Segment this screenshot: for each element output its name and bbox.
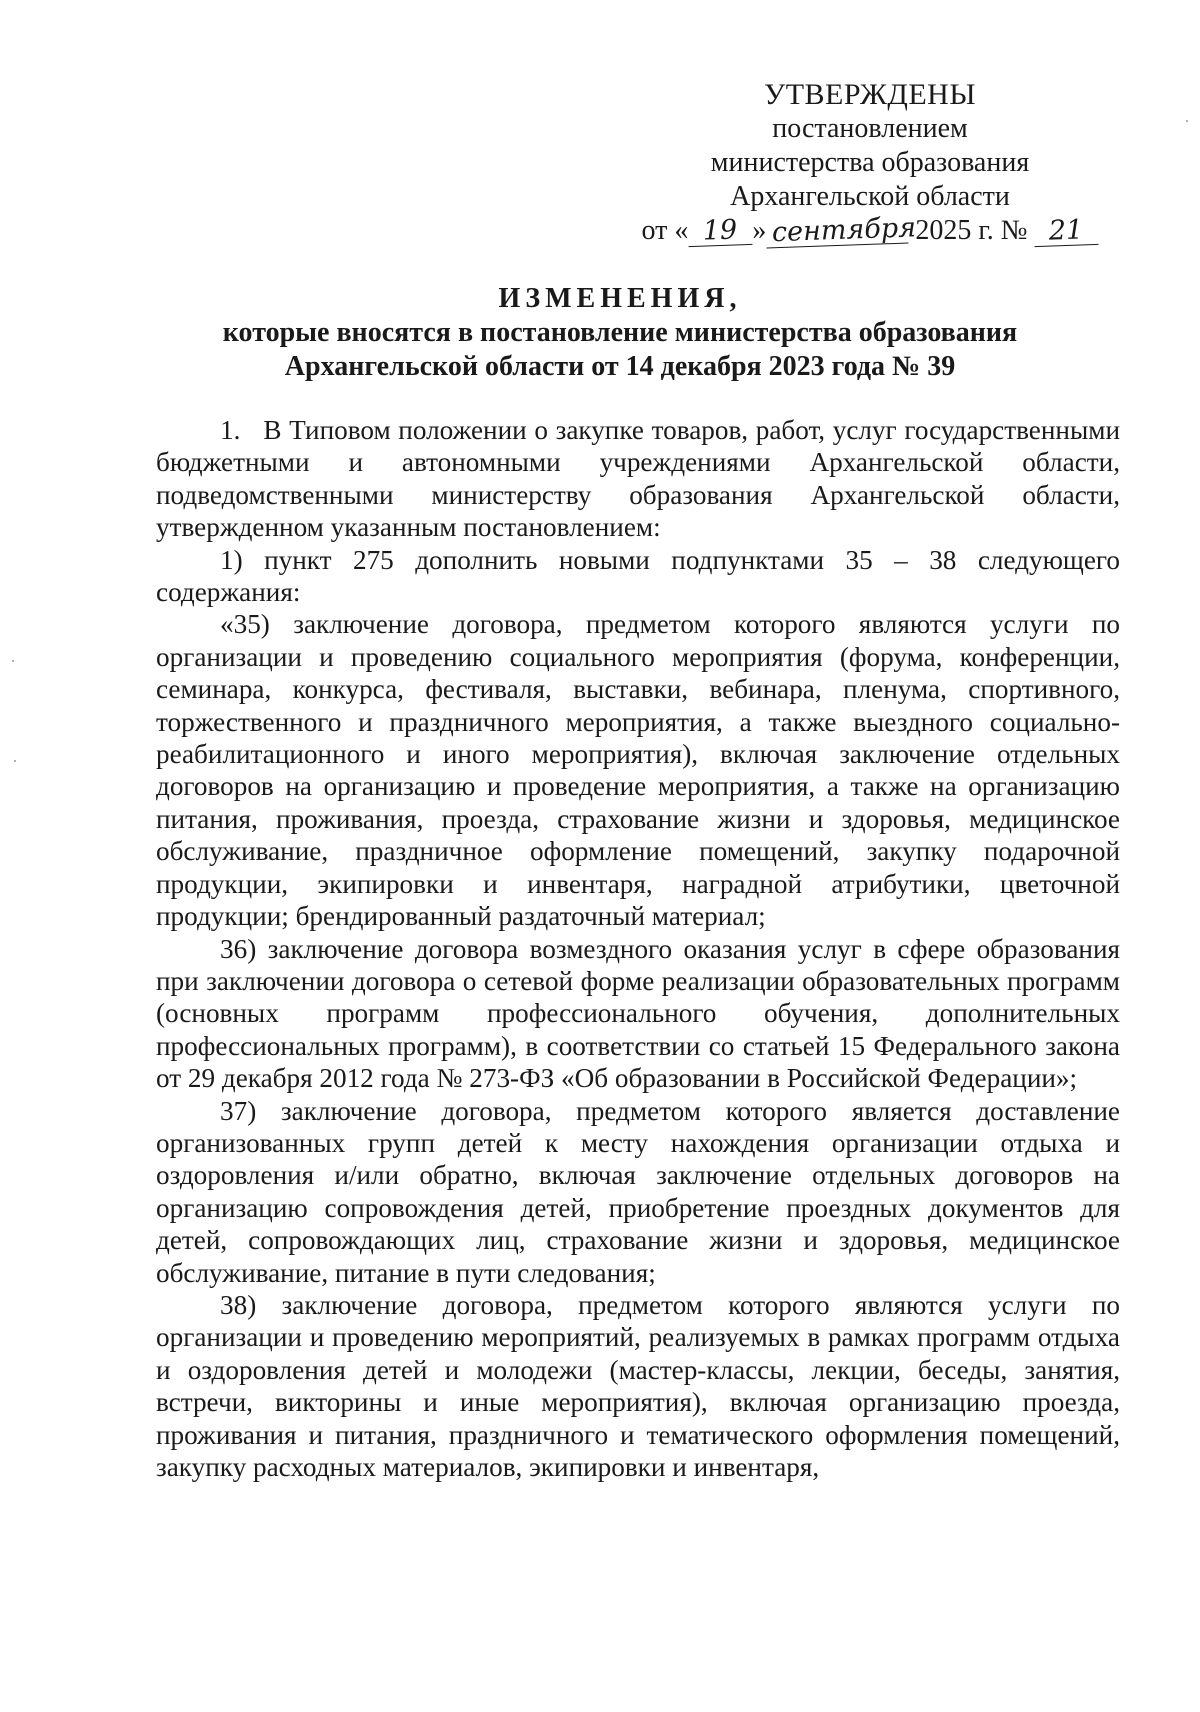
scan-speck bbox=[12, 660, 14, 662]
body-paragraph-5: 37) заключение договора, предметом которого является доставление организованных групп детей к месту нахождения организации отдыха и оздоровления и/или обратно, включая заключение отдельных договоров на организацию сопровождения детей, приобретение проездных документов для детей, сопровождающих лиц, страхование жизни и здоровья, медицинское обслуживание, питание в пути следования; bbox=[156, 1095, 1120, 1288]
title-line-2: Архангельской области от 14 декабря 2023 года № 39 bbox=[284, 351, 956, 382]
body-paragraph-1: 1. В Типовом положении о закупке товаров, работ, услуг государственными бюджетными и автономными учреждениями Архангельской области, подведомственными министерству образования Архангельской области, утвержденном указанным постановлением: bbox=[156, 415, 1120, 543]
handwritten-month: сентября bbox=[766, 215, 909, 249]
body-paragraph-2: 1) пункт 275 дополнить новыми подпунктами 35 – 38 следующего содержания: bbox=[156, 544, 1120, 608]
date-year: 2025 г. № bbox=[908, 215, 1035, 246]
title-heading: ИЗМЕНЕНИЯ, bbox=[498, 283, 742, 314]
document-body bbox=[156, 414, 1120, 1483]
body-paragraph-4: 36) заключение договора возмездного оказания услуг в сфере образования при заключении договора о сетевой форме реализации образовательных программ (основных программ профессионального обучения, дополнительных профессиональных программ), в соответствии со статьей 15 Федерального закона от 29 декабря 2012 года № 273-ФЗ «Об образовании в Российской Федерации»; bbox=[156, 933, 1120, 1094]
scan-speck bbox=[1186, 120, 1188, 122]
title-line-1: которые вносятся в постановление министерства образования bbox=[222, 317, 1018, 348]
approval-date-line bbox=[600, 214, 1140, 248]
document-title bbox=[120, 282, 1120, 384]
handwritten-day: 19 bbox=[688, 216, 753, 247]
body-paragraph-6: 38) заключение договора, предметом которого являются услуги по организации и проведению мероприятий, реализуемых в рамках программ отдыха и оздоровления детей и молодежи (мастер-классы, лекции, беседы, занятия, встречи, викторины и иные мероприятия), включая организацию проезда, проживания и питания, праздничного и тематического оформления помещений, закупку расходных материалов, экипировки и инвентаря, bbox=[156, 1289, 1120, 1482]
body-paragraph-3: «35) заключение договора, предметом которого являются услуги по организации и проведению социального мероприятия (форума, конференции, семинара, конкурса, фестиваля, выставки, вебинара, пленума, спортивного, торжественного и праздничного мероприятия, а также выездного социально- реабилитационного и иного мероприятия), включая заключение отдельных договоров на организацию и проведение мероприятия, а также на организацию питания, проживания, проезда, страхование жизни и здоровья, медицинское обслуживание, праздничное оформление помещений, закупку подарочной продукции, экипировки и инвентаря, наградной атрибутики, цветочной продукции; брендированный раздаточный материал; bbox=[156, 609, 1120, 932]
approval-stamp-block bbox=[600, 78, 1140, 248]
approval-line-3: Архангельской области bbox=[730, 181, 1010, 212]
date-prefix: от « bbox=[641, 215, 689, 246]
handwritten-doc-number: 21 bbox=[1034, 216, 1099, 247]
approved-heading: УТВЕРЖДЕНЫ bbox=[763, 78, 977, 111]
approval-line-1: постановлением bbox=[772, 113, 968, 144]
approval-line-2: министерства образования bbox=[710, 147, 1030, 178]
scan-speck bbox=[14, 760, 16, 762]
date-mid: » bbox=[752, 215, 767, 246]
